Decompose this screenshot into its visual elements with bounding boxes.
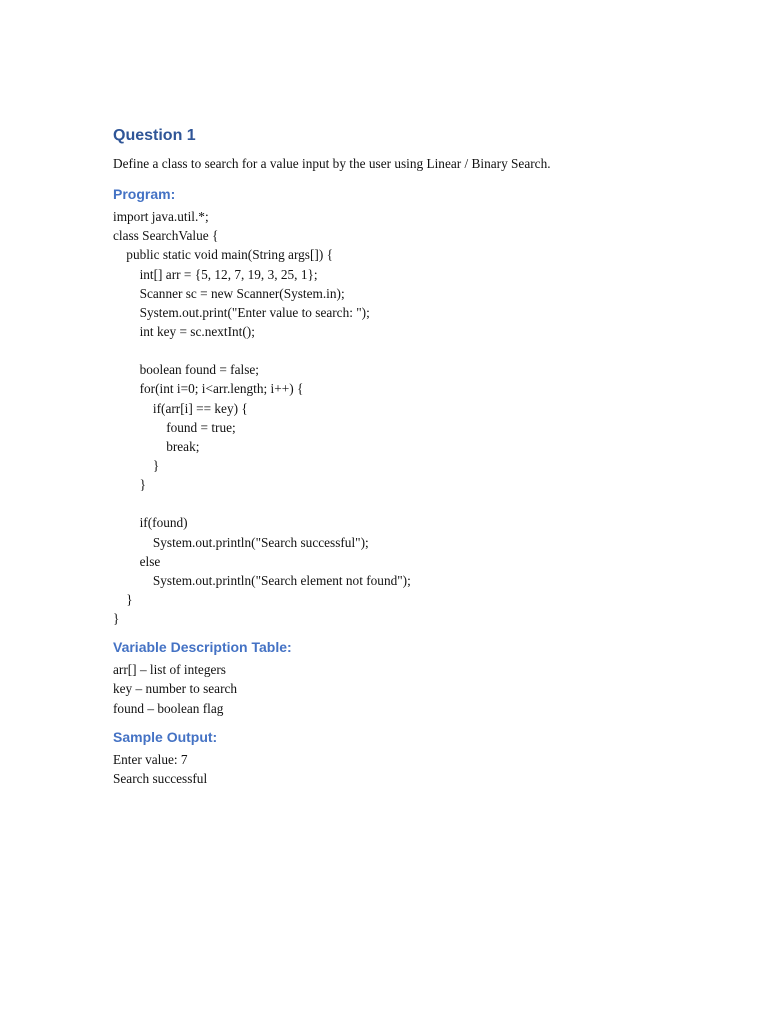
code-line: System.out.println("Search successful"); bbox=[113, 534, 369, 550]
sample-output bbox=[113, 750, 713, 788]
code-line: System.out.println("Search element not found"); bbox=[113, 572, 411, 588]
code-line: System.out.print("Enter value to search: "); bbox=[113, 304, 370, 320]
code-line bbox=[113, 341, 713, 360]
program-code bbox=[113, 207, 713, 628]
variable-item: key – number to search bbox=[113, 681, 238, 697]
variable-item: arr[] – list of integers bbox=[113, 662, 226, 678]
code-line: if(arr[i] == key) { bbox=[113, 400, 248, 416]
code-line: else bbox=[113, 553, 161, 569]
program-heading: Program: bbox=[113, 186, 176, 203]
code-line: } bbox=[113, 457, 160, 473]
question-text: Define a class to search for a value input by the user using Linear / Binary Search. bbox=[113, 156, 551, 171]
code-line: boolean found = false; bbox=[113, 362, 259, 378]
variables-heading: Variable Description Table: bbox=[113, 639, 292, 656]
code-line: int key = sc.nextInt(); bbox=[113, 324, 255, 339]
output-heading: Sample Output: bbox=[113, 728, 218, 745]
code-line: } bbox=[113, 611, 120, 627]
code-line: Scanner sc = new Scanner(System.in); bbox=[113, 285, 345, 301]
code-line: } bbox=[113, 591, 133, 607]
variable-item: found – boolean flag bbox=[113, 700, 224, 716]
question-title: Question 1 bbox=[113, 127, 196, 144]
output-line: Enter value: 7 bbox=[113, 751, 188, 767]
code-line: int[] arr = {5, 12, 7, 19, 3, 25, 1}; bbox=[113, 266, 318, 282]
code-line: for(int i=0; i<arr.length; i++) { bbox=[113, 381, 304, 397]
code-line bbox=[113, 494, 713, 513]
code-line: if(found) bbox=[113, 515, 188, 531]
code-line: class SearchValue { bbox=[113, 228, 219, 244]
variables-list bbox=[113, 660, 713, 717]
code-line: public static void main(String args[]) { bbox=[113, 247, 333, 263]
code-line: found = true; bbox=[113, 419, 236, 435]
code-line: break; bbox=[113, 438, 200, 454]
code-line: import java.util.*; bbox=[113, 209, 209, 225]
code-line: } bbox=[113, 477, 146, 493]
document-page bbox=[113, 126, 713, 788]
output-line: Search successful bbox=[113, 770, 208, 786]
